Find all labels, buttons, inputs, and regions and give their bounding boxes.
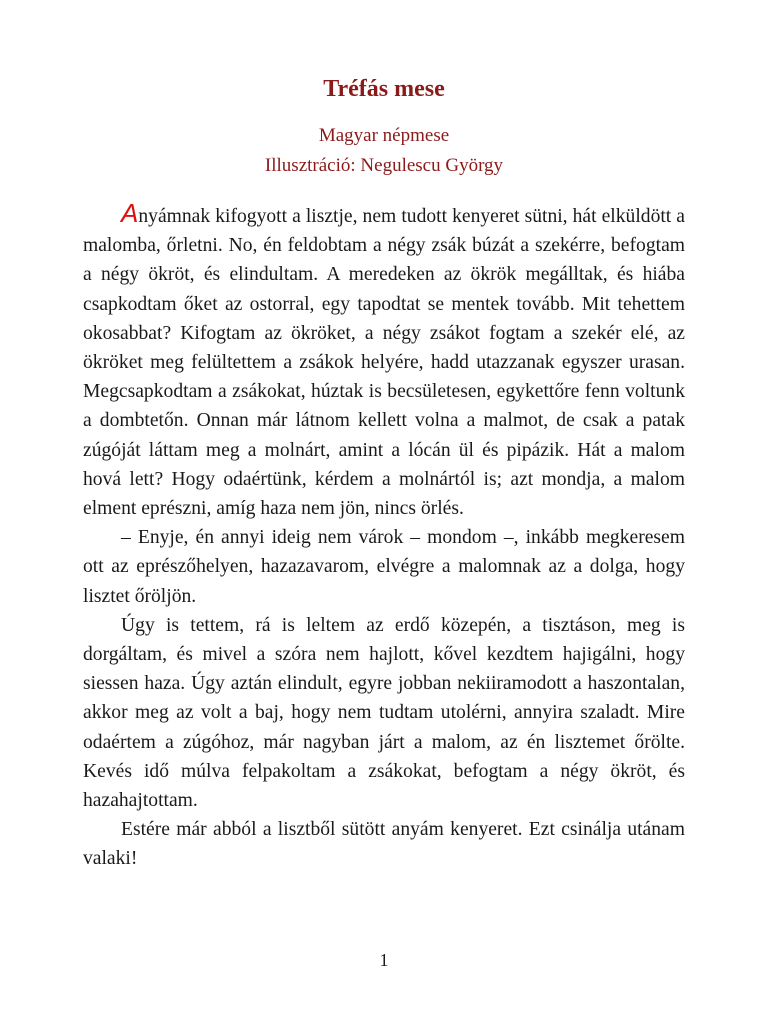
page-number: 1 bbox=[379, 950, 389, 970]
story-subtitle: Magyar népmese bbox=[318, 125, 450, 146]
story-paragraph-1 bbox=[83, 200, 685, 523]
paragraph-1-text: nyámnak kifogyott a lisztje, nem tudott kenyeret sütni, hát elküldött a malomba, őrletni. No, én feldobtam a négy zsák búzát a szekérre, befogtam a négy ökröt, és elindultam. A meredeken az ökrök megálltak, és hiába csapkodtam őket az ostorral, egy tapodtat se mentek tovább. Mit tehettem okosabbat? Kifogtam az ökröket, a négy zsákot fogtam a szekér elé, az ökröket meg felültettem a zsákok helyére, hadd utazzanak egyszer urasan. Megcsapkodtam a zsákokat, húztak is becsületesen, egykettőre fenn voltunk a dombtetőn. Onnan már látnom kellett volna a malmot, de csak a patak zúgóját láttam meg a molnárt, amint a lócán ül és pipázik. Hát a malom hová lett? Hogy odaértünk, kérdem a molnártól is; azt mondja, a malom elment eprészni, amíg haza nem jön, nincs örlés. bbox=[83, 206, 685, 520]
story-paragraph-3: Úgy is tettem, rá is leltem az erdő közepén, a tisztáson, meg is dorgáltam, és mivel a szóra nem hajlott, kővel kezdtem hajigálni, hogy siessen haza. Úgy aztán elindult, egyre jobban nekiiramodott a haszontalan, akkor meg az volt a baj, hogy nem tudtam utolérni, annyira szaladt. Mire odaértem a zúgóhoz, már nagyban járt a malom, az én lisztemet őrölte. Kevés idő múlva felpakoltam a zsákokat, befogtam a négy ökröt, és hazahajtottam. bbox=[83, 614, 685, 812]
drop-cap-initial: A bbox=[121, 198, 139, 228]
story-body bbox=[83, 200, 685, 874]
story-paragraph-4: Estére már abból a lisztből sütött anyám kenyeret. Ezt csinálja utánam valaki! bbox=[83, 819, 685, 870]
story-title: Tréfás mese bbox=[323, 76, 445, 102]
illustrator-credit: Illusztráció: Negulescu György bbox=[264, 155, 504, 176]
story-paragraph-2: – Enyje, én annyi ideig nem várok – mondom –, inkább megkeresem ott az eprészőhelyen, hazazavarom, elvégre a malomnak az a dolga, hogy lisztet őröljön. bbox=[83, 527, 685, 607]
